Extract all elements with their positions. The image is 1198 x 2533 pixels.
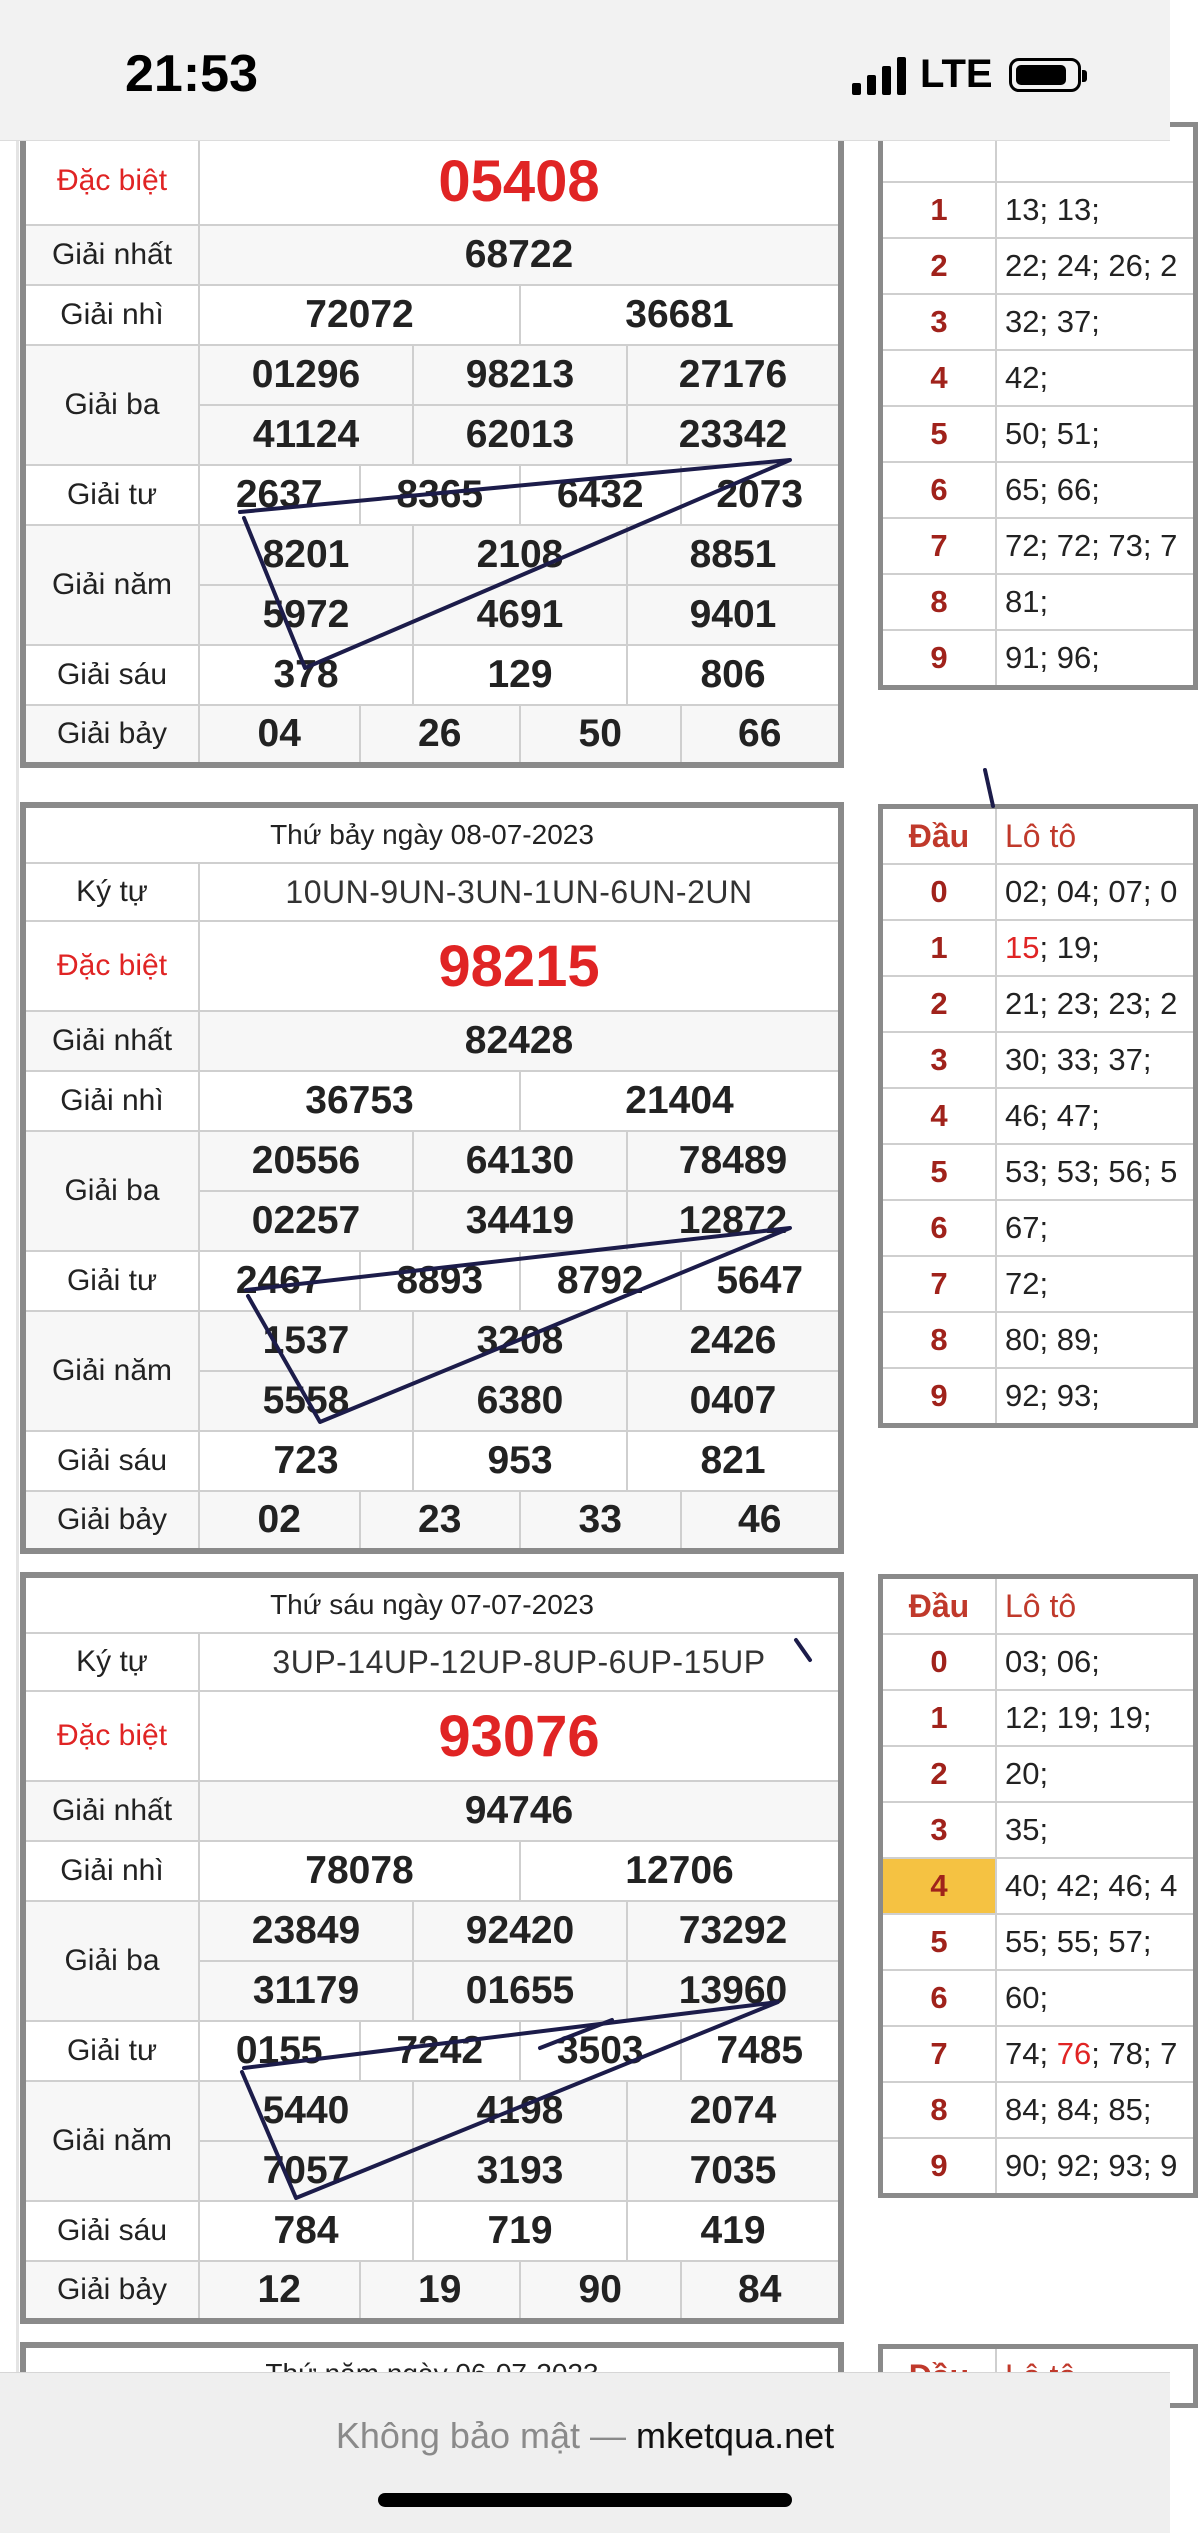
dac-biet-value: 98215 bbox=[199, 921, 841, 1011]
giai-ba-value: 78489 bbox=[627, 1131, 841, 1191]
loto-values: 84; 84; 85; bbox=[996, 2082, 1196, 2138]
loto-dau: 6 bbox=[881, 1970, 997, 2026]
giai-nam-value: 1537 bbox=[199, 1311, 413, 1371]
loto-dau: 3 bbox=[881, 1802, 997, 1858]
giai-tu-value: 2637 bbox=[199, 465, 360, 525]
site-domain: mketqua.net bbox=[636, 2415, 835, 2456]
dac-biet-label: Đặc biệt bbox=[23, 921, 199, 1011]
loto-dau: 7 bbox=[881, 1256, 997, 1312]
giai-ba-value: 23849 bbox=[199, 1901, 413, 1961]
loto-dau: 8 bbox=[881, 574, 997, 630]
loto-hot-number: 76 bbox=[1056, 2036, 1092, 2071]
giai-tu-value: 2073 bbox=[681, 465, 842, 525]
loto-head-loto: Lô tô bbox=[996, 1577, 1196, 1635]
loto-head-dau: Đầu bbox=[881, 1577, 997, 1635]
giai-ba-value: 98213 bbox=[413, 345, 627, 405]
giai-nhi-value: 36681 bbox=[520, 285, 841, 345]
ky-tu-label: Ký tự bbox=[23, 863, 199, 921]
giai-nam-value: 7035 bbox=[627, 2141, 841, 2201]
giai-tu-value: 7242 bbox=[360, 2021, 521, 2081]
giai-nhat-label: Giải nhất bbox=[23, 1781, 199, 1841]
loto-values: 53; 53; 56; 5 bbox=[996, 1144, 1196, 1200]
giai-bay-value: 02 bbox=[199, 1491, 360, 1551]
giai-sau-value: 378 bbox=[199, 645, 413, 705]
giai-nam-value: 8851 bbox=[627, 525, 841, 585]
giai-bay-label: Giải bảy bbox=[23, 1491, 199, 1551]
dac-biet-value: 05408 bbox=[199, 135, 841, 225]
network-type: LTE bbox=[920, 52, 993, 96]
giai-nam-value: 5440 bbox=[199, 2081, 413, 2141]
loto-values: 02; 04; 07; 0 bbox=[996, 864, 1196, 920]
giai-sau-value: 419 bbox=[627, 2201, 841, 2261]
giai-bay-value: 46 bbox=[681, 1491, 842, 1551]
loto-dau-highlighted[interactable]: 4 bbox=[881, 1858, 997, 1914]
giai-tu-label: Giải tư bbox=[23, 2021, 199, 2081]
loto-dau: 5 bbox=[881, 406, 997, 462]
loto-table-2 bbox=[878, 804, 1198, 1428]
loto-values: 12; 19; 19; bbox=[996, 1690, 1196, 1746]
giai-bay-value: 84 bbox=[681, 2261, 842, 2321]
draw-date-title: Thứ bảy ngày 08-07-2023 bbox=[23, 805, 841, 863]
cellular-signal-icon bbox=[852, 55, 906, 95]
loto-values: 03; 06; bbox=[996, 1634, 1196, 1690]
loto-values: 80; 89; bbox=[996, 1312, 1196, 1368]
giai-sau-value: 129 bbox=[413, 645, 627, 705]
giai-ba-value: 12872 bbox=[627, 1191, 841, 1251]
giai-bay-value: 26 bbox=[360, 705, 521, 765]
giai-bay-label: Giải bảy bbox=[23, 2261, 199, 2321]
status-indicators bbox=[852, 52, 1081, 97]
giai-tu-value: 8893 bbox=[360, 1251, 521, 1311]
loto-values-rest: ; 78; 7 bbox=[1091, 2036, 1178, 2071]
loto-dau: 6 bbox=[881, 1200, 997, 1256]
loto-table-1 bbox=[878, 122, 1198, 690]
loto-values: 46; 47; bbox=[996, 1088, 1196, 1144]
loto-values bbox=[996, 920, 1196, 976]
giai-sau-value: 723 bbox=[199, 1431, 413, 1491]
loto-dau: 9 bbox=[881, 1368, 997, 1426]
loto-values: 35; bbox=[996, 1802, 1196, 1858]
loto-values: 40; 42; 46; 4 bbox=[996, 1858, 1196, 1914]
giai-sau-value: 953 bbox=[413, 1431, 627, 1491]
loto-dau: 4 bbox=[881, 1088, 997, 1144]
giai-ba-value: 34419 bbox=[413, 1191, 627, 1251]
ky-tu-value: 10UN-9UN-3UN-1UN-6UN-2UN bbox=[199, 863, 841, 921]
loto-dau: 2 bbox=[881, 976, 997, 1032]
giai-tu-value: 8792 bbox=[520, 1251, 681, 1311]
loto-values: 32; 37; bbox=[996, 294, 1196, 350]
giai-sau-label: Giải sáu bbox=[23, 2201, 199, 2261]
status-time: 21:53 bbox=[125, 45, 258, 103]
giai-nhat-value: 82428 bbox=[199, 1011, 841, 1071]
giai-tu-label: Giải tư bbox=[23, 1251, 199, 1311]
loto-table-3 bbox=[878, 1574, 1198, 2198]
loto-dau: 8 bbox=[881, 2082, 997, 2138]
loto-values: 55; 55; 57; bbox=[996, 1914, 1196, 1970]
giai-nam-value: 3208 bbox=[413, 1311, 627, 1371]
loto-values-pre: 74; bbox=[1005, 2036, 1057, 2071]
giai-nam-value: 5972 bbox=[199, 585, 413, 645]
giai-ba-value: 27176 bbox=[627, 345, 841, 405]
security-warning: Không bảo mật — bbox=[335, 2415, 627, 2456]
loto-values: 90; 92; 93; 9 bbox=[996, 2138, 1196, 2196]
dac-biet-value: 93076 bbox=[199, 1691, 841, 1781]
loto-values: 30; 33; 37; bbox=[996, 1032, 1196, 1088]
giai-nam-value: 7057 bbox=[199, 2141, 413, 2201]
giai-nam-value: 2074 bbox=[627, 2081, 841, 2141]
giai-nhi-value: 78078 bbox=[199, 1841, 520, 1901]
giai-nam-label: Giải năm bbox=[23, 2081, 199, 2201]
loto-dau: 1 bbox=[881, 1690, 997, 1746]
giai-tu-value: 5647 bbox=[681, 1251, 842, 1311]
result-table-3 bbox=[20, 1572, 844, 2324]
giai-bay-value: 19 bbox=[360, 2261, 521, 2321]
giai-ba-value: 20556 bbox=[199, 1131, 413, 1191]
left-rule bbox=[16, 140, 19, 2372]
result-table-1 bbox=[20, 132, 844, 768]
loto-values-rest: ; 19; bbox=[1039, 930, 1100, 965]
giai-ba-value: 64130 bbox=[413, 1131, 627, 1191]
loto-dau: 0 bbox=[881, 864, 997, 920]
loto-values: 72; 72; 73; 7 bbox=[996, 518, 1196, 574]
loto-dau: 4 bbox=[881, 350, 997, 406]
giai-nhi-label: Giải nhì bbox=[23, 1071, 199, 1131]
giai-bay-value: 66 bbox=[681, 705, 842, 765]
loto-dau: 5 bbox=[881, 1144, 997, 1200]
loto-values: 65; 66; bbox=[996, 462, 1196, 518]
giai-ba-value: 01296 bbox=[199, 345, 413, 405]
giai-bay-value: 12 bbox=[199, 2261, 360, 2321]
giai-nhi-value: 36753 bbox=[199, 1071, 520, 1131]
loto-dau: 3 bbox=[881, 1032, 997, 1088]
giai-bay-value: 33 bbox=[520, 1491, 681, 1551]
giai-nhi-label: Giải nhì bbox=[23, 285, 199, 345]
giai-nam-value: 4198 bbox=[413, 2081, 627, 2141]
loto-values: 92; 93; bbox=[996, 1368, 1196, 1426]
loto-dau: 7 bbox=[881, 2026, 997, 2082]
loto-values: 20; bbox=[996, 1746, 1196, 1802]
giai-ba-label: Giải ba bbox=[23, 345, 199, 465]
giai-nam-label: Giải năm bbox=[23, 525, 199, 645]
loto-dau: 0 bbox=[881, 1634, 997, 1690]
giai-sau-value: 821 bbox=[627, 1431, 841, 1491]
giai-bay-value: 23 bbox=[360, 1491, 521, 1551]
loto-dau: 6 bbox=[881, 462, 997, 518]
giai-ba-value: 02257 bbox=[199, 1191, 413, 1251]
giai-nam-value: 8201 bbox=[199, 525, 413, 585]
giai-nhi-value: 72072 bbox=[199, 285, 520, 345]
giai-sau-value: 784 bbox=[199, 2201, 413, 2261]
loto-values: 81; bbox=[996, 574, 1196, 630]
giai-ba-value: 92420 bbox=[413, 1901, 627, 1961]
giai-sau-value: 719 bbox=[413, 2201, 627, 2261]
giai-ba-value: 13960 bbox=[627, 1961, 841, 2021]
loto-dau: 5 bbox=[881, 1914, 997, 1970]
giai-sau-label: Giải sáu bbox=[23, 1431, 199, 1491]
loto-values: 60; bbox=[996, 1970, 1196, 2026]
giai-tu-label: Giải tư bbox=[23, 465, 199, 525]
giai-nam-value: 3193 bbox=[413, 2141, 627, 2201]
browser-bottom-bar bbox=[0, 2372, 1170, 2533]
battery-icon bbox=[1009, 58, 1081, 92]
giai-ba-value: 62013 bbox=[413, 405, 627, 465]
giai-ba-value: 23342 bbox=[627, 405, 841, 465]
home-indicator[interactable] bbox=[378, 2493, 792, 2507]
giai-ba-value: 31179 bbox=[199, 1961, 413, 2021]
loto-values: 13; 13; bbox=[996, 182, 1196, 238]
loto-dau: 1 bbox=[881, 182, 997, 238]
giai-tu-value: 6432 bbox=[520, 465, 681, 525]
dac-biet-label: Đặc biệt bbox=[23, 1691, 199, 1781]
loto-dau: 2 bbox=[881, 238, 997, 294]
giai-nam-value: 6380 bbox=[413, 1371, 627, 1431]
ky-tu-value: 3UP-14UP-12UP-8UP-6UP-15UP bbox=[199, 1633, 841, 1691]
loto-values: 50; 51; bbox=[996, 406, 1196, 462]
giai-ba-label: Giải ba bbox=[23, 1901, 199, 2021]
loto-dau: 7 bbox=[881, 518, 997, 574]
giai-nhat-value: 68722 bbox=[199, 225, 841, 285]
giai-nam-label: Giải năm bbox=[23, 1311, 199, 1431]
result-table-2 bbox=[20, 802, 844, 1554]
page-content[interactable] bbox=[0, 140, 1178, 2372]
loto-values: 91; 96; bbox=[996, 630, 1196, 688]
dac-biet-label: Đặc biệt bbox=[23, 135, 199, 225]
giai-ba-value: 41124 bbox=[199, 405, 413, 465]
loto-values bbox=[996, 2026, 1196, 2082]
giai-nhat-label: Giải nhất bbox=[23, 225, 199, 285]
loto-values: 67; bbox=[996, 1200, 1196, 1256]
giai-nhi-value: 21404 bbox=[520, 1071, 841, 1131]
loto-dau: 8 bbox=[881, 1312, 997, 1368]
giai-tu-value: 8365 bbox=[360, 465, 521, 525]
giai-nam-value: 9401 bbox=[627, 585, 841, 645]
loto-dau: 9 bbox=[881, 630, 997, 688]
giai-ba-value: 73292 bbox=[627, 1901, 841, 1961]
giai-sau-value: 806 bbox=[627, 645, 841, 705]
loto-dau: 9 bbox=[881, 2138, 997, 2196]
giai-tu-value: 0155 bbox=[199, 2021, 360, 2081]
giai-bay-label: Giải bảy bbox=[23, 705, 199, 765]
status-bar bbox=[0, 0, 1170, 141]
giai-nhat-value: 94746 bbox=[199, 1781, 841, 1841]
loto-head-loto: Lô tô bbox=[996, 807, 1196, 865]
pen-stroke-mark-1 bbox=[985, 770, 993, 806]
draw-date-title: Thứ sáu ngày 07-07-2023 bbox=[23, 1575, 841, 1633]
loto-values: 42; bbox=[996, 350, 1196, 406]
ky-tu-label: Ký tự bbox=[23, 1633, 199, 1691]
giai-nam-value: 2108 bbox=[413, 525, 627, 585]
giai-tu-value: 7485 bbox=[681, 2021, 842, 2081]
loto-hot-number: 15 bbox=[1005, 930, 1040, 965]
giai-nhat-label: Giải nhất bbox=[23, 1011, 199, 1071]
giai-nam-value: 2426 bbox=[627, 1311, 841, 1371]
giai-nhi-value: 12706 bbox=[520, 1841, 841, 1901]
giai-nam-value: 4691 bbox=[413, 585, 627, 645]
giai-nhi-label: Giải nhì bbox=[23, 1841, 199, 1901]
loto-dau: 1 bbox=[881, 920, 997, 976]
loto-dau: 2 bbox=[881, 1746, 997, 1802]
giai-tu-value: 2467 bbox=[199, 1251, 360, 1311]
giai-nam-value: 0407 bbox=[627, 1371, 841, 1431]
giai-tu-value: 3503 bbox=[520, 2021, 681, 2081]
address-bar[interactable] bbox=[0, 2415, 1170, 2457]
giai-nam-value: 5558 bbox=[199, 1371, 413, 1431]
loto-head-dau: Đầu bbox=[881, 807, 997, 865]
loto-values: 22; 24; 26; 2 bbox=[996, 238, 1196, 294]
giai-bay-value: 90 bbox=[520, 2261, 681, 2321]
giai-bay-value: 04 bbox=[199, 705, 360, 765]
loto-dau: 3 bbox=[881, 294, 997, 350]
giai-bay-value: 50 bbox=[520, 705, 681, 765]
giai-ba-value: 01655 bbox=[413, 1961, 627, 2021]
giai-sau-label: Giải sáu bbox=[23, 645, 199, 705]
loto-values: 21; 23; 23; 2 bbox=[996, 976, 1196, 1032]
loto-values: 72; bbox=[996, 1256, 1196, 1312]
giai-ba-label: Giải ba bbox=[23, 1131, 199, 1251]
